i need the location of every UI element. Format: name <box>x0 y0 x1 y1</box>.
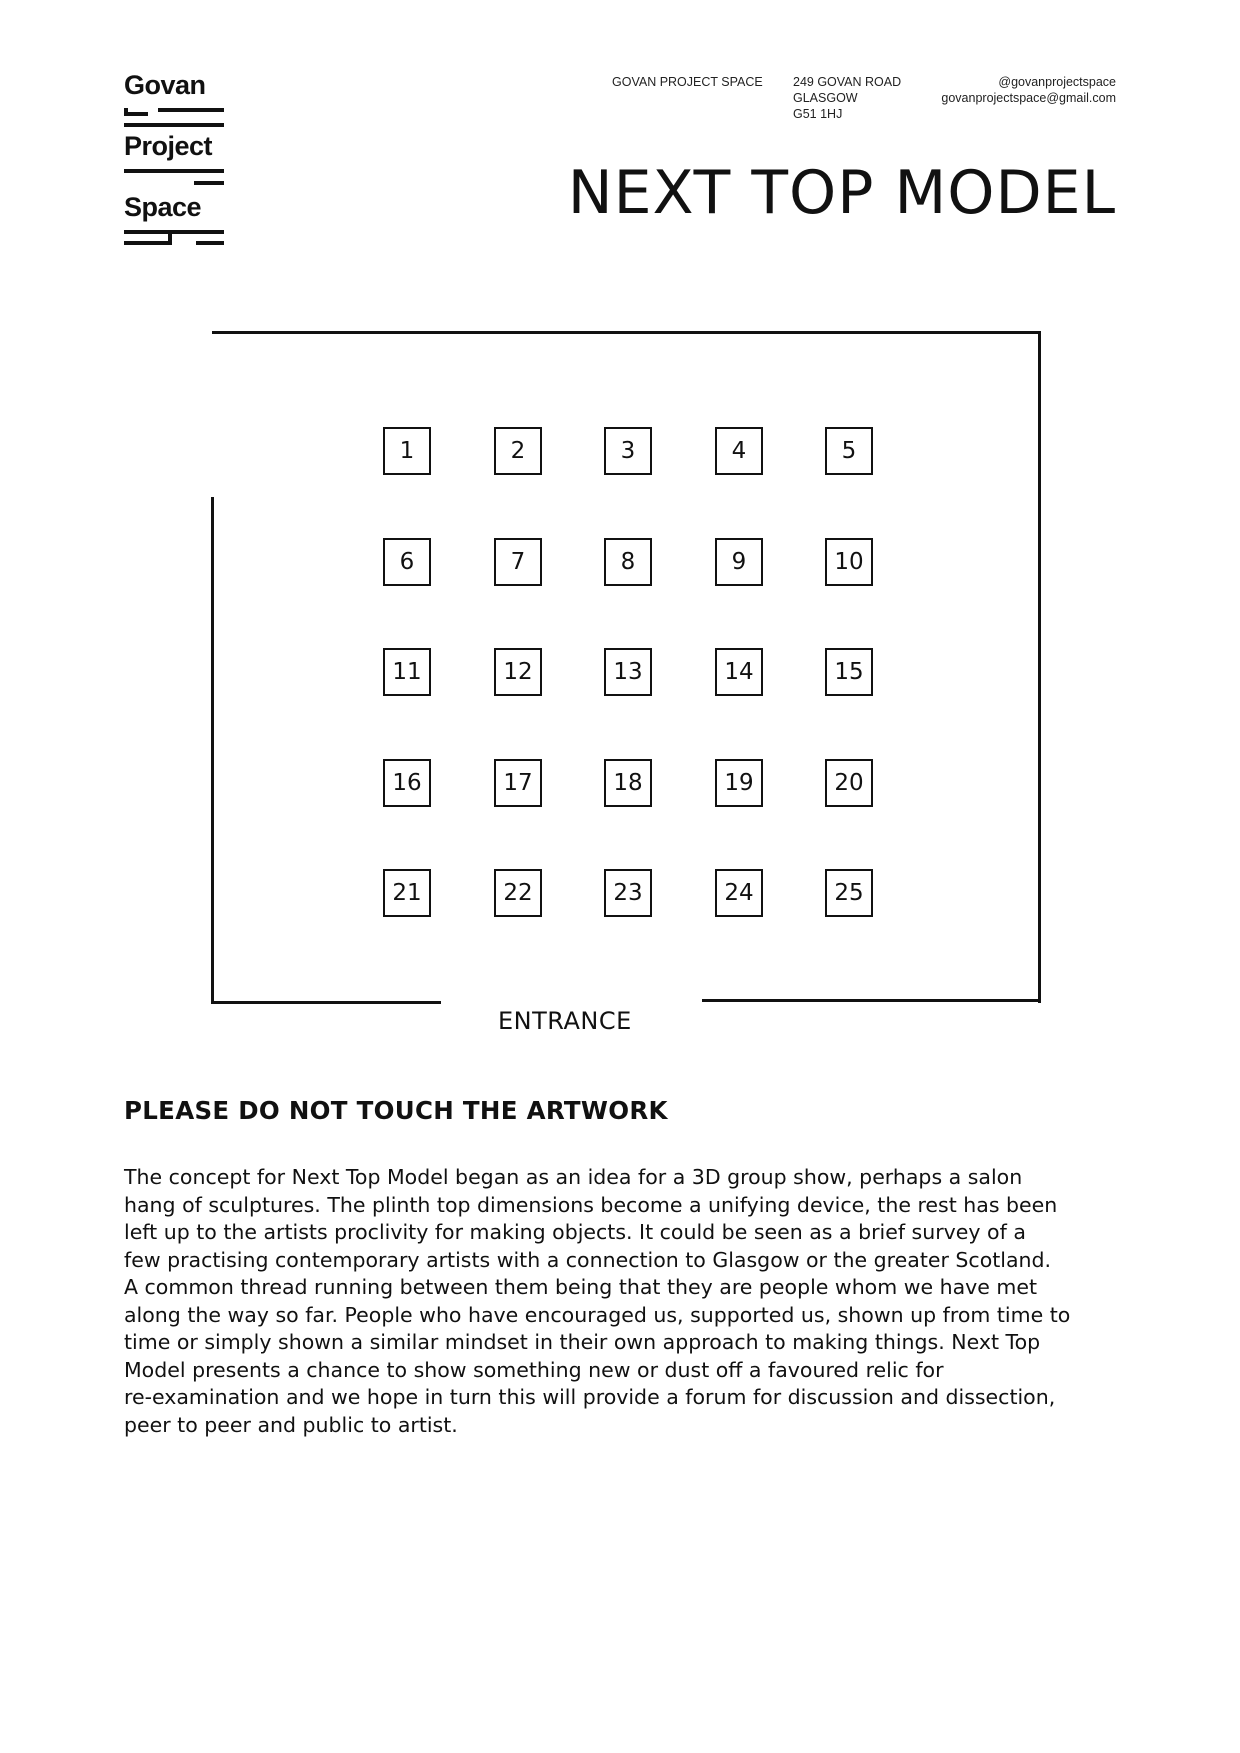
header-organisation-name: GOVAN PROJECT SPACE <box>612 75 763 89</box>
logo-word-space: Space <box>124 192 202 222</box>
plinth-15: 15 <box>825 648 873 696</box>
concept-paragraph <box>124 1164 1124 1439</box>
plinth-1: 1 <box>383 427 431 475</box>
wall-bottom-right <box>702 999 1041 1002</box>
wall-bottom-left <box>211 1001 441 1004</box>
plinth-20: 20 <box>825 759 873 807</box>
plinth-13: 13 <box>604 648 652 696</box>
plinth-9: 9 <box>715 538 763 586</box>
paragraph-line: A common thread running between them being that they are people whom we have met <box>124 1275 1038 1299</box>
plinth-5: 5 <box>825 427 873 475</box>
plinth-11: 11 <box>383 648 431 696</box>
paragraph-line: along the way so far. People who have encouraged us, supported us, shown up from time to <box>124 1302 1071 1327</box>
address-line: GLASGOW <box>793 91 858 105</box>
paragraph-line: hang of sculptures. The plinth top dimensions become a unifying device, the rest has been <box>124 1192 1058 1217</box>
plinth-10: 10 <box>825 538 873 586</box>
logo-word-project: Project <box>124 131 213 161</box>
paragraph-line: left up to the artists proclivity for making objects. It could be seen as a brief survey of a <box>124 1220 1026 1244</box>
social-handle: @govanprojectspace <box>998 75 1116 89</box>
plinth-17: 17 <box>494 759 542 807</box>
plinth-22: 22 <box>494 869 542 917</box>
logo-word-govan: Govan <box>124 70 206 100</box>
paragraph-line: few practising contemporary artists with a connection to Glasgow or the greater Scotland. <box>124 1247 1052 1272</box>
plinth-23: 23 <box>604 869 652 917</box>
plinth-18: 18 <box>604 759 652 807</box>
plinth-8: 8 <box>604 538 652 586</box>
plinth-3: 3 <box>604 427 652 475</box>
wall-top <box>212 331 1041 334</box>
plinth-4: 4 <box>715 427 763 475</box>
plinth-6: 6 <box>383 538 431 586</box>
address-line: 249 GOVAN ROAD <box>793 75 902 89</box>
paragraph-line: Model presents a chance to show something new or dust off a favoured relic for <box>124 1357 944 1382</box>
plinth-16: 16 <box>383 759 431 807</box>
page-title: NEXT TOP MODEL <box>567 158 1116 228</box>
wall-right <box>1038 331 1041 1003</box>
plinth-24: 24 <box>715 869 763 917</box>
paragraph-line: time or simply shown a similar mindset in their own approach to making things. Next Top <box>124 1330 1041 1354</box>
paragraph-line: The concept for Next Top Model began as an idea for a 3D group show, perhaps a salon <box>124 1165 1023 1189</box>
plinth-7: 7 <box>494 538 542 586</box>
address-line: G51 1HJ <box>793 107 843 121</box>
paragraph-line: re-examination and we hope in turn this will provide a forum for discussion and dissection, <box>124 1385 1056 1409</box>
plinth-2: 2 <box>494 427 542 475</box>
plinth-14: 14 <box>715 648 763 696</box>
do-not-touch-notice: PLEASE DO NOT TOUCH THE ARTWORK <box>124 1096 668 1125</box>
wall-left <box>211 497 214 1004</box>
plinth-12: 12 <box>494 648 542 696</box>
plinth-21: 21 <box>383 869 431 917</box>
entrance-label: ENTRANCE <box>498 1007 632 1035</box>
plinth-25: 25 <box>825 869 873 917</box>
plinth-19: 19 <box>715 759 763 807</box>
email-address: govanprojectspace@gmail.com <box>941 91 1116 105</box>
paragraph-line: peer to peer and public to artist. <box>124 1412 458 1437</box>
